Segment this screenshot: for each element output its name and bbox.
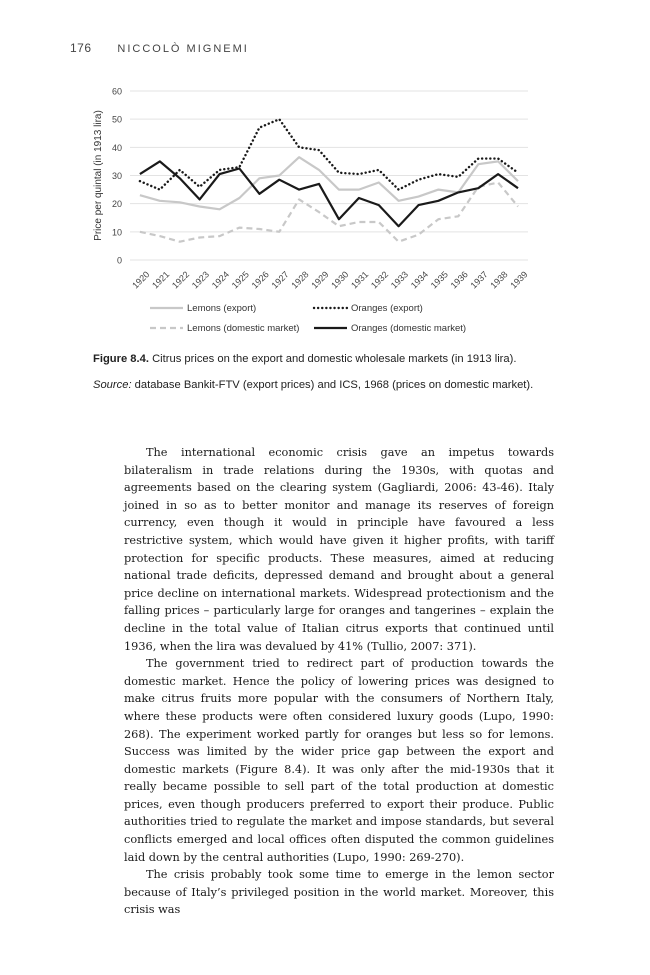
- x-tick-label: 1936: [448, 269, 470, 291]
- page-number: 176: [70, 41, 92, 55]
- x-tick-label: 1926: [249, 269, 271, 291]
- y-tick-label: 20: [111, 199, 122, 210]
- x-tick-label: 1939: [508, 269, 530, 291]
- x-tick-label: 1922: [170, 269, 192, 291]
- y-axis-label: Price per quintal (in 1913 lira): [93, 110, 104, 241]
- figure-caption-text: Citrus prices on the export and domestic wholesale markets (in 1913 lira).: [152, 353, 517, 365]
- y-tick-label: 0: [116, 255, 122, 266]
- legend-label: Oranges (domestic market): [351, 323, 467, 334]
- y-tick-label: 40: [111, 142, 122, 153]
- legend-label: Lemons (export): [187, 303, 257, 314]
- y-tick-label: 30: [111, 171, 122, 181]
- x-tick-label: 1927: [269, 269, 291, 291]
- legend-label: Oranges (export): [351, 303, 423, 314]
- x-tick-label: 1937: [468, 269, 490, 291]
- x-tick-label: 1925: [229, 269, 251, 291]
- x-tick-label: 1923: [189, 269, 212, 291]
- x-tick-label: 1928: [289, 269, 311, 291]
- y-tick-label: 50: [111, 114, 122, 125]
- source-text: database Bankit-FTV (export prices) and ICS, 1968 (prices on domestic market).: [134, 379, 534, 391]
- paragraph: The government tried to redirect part of production towards the domestic market. Hence the policy of lowering prices was designed to make citrus fruits more popular with the consumers of Northern Italy, where these products were often considered luxury goods (Lupo, 1990: 268). The experiment worked partly for oranges but less so for lemons. Success was limited by the wider price gap between the export and domestic markets (Figure 8.4). It was only after the mid-1930s that it really became possible to sell part of the total production at domestic prices, even though producers preferred to export their produce. Public authorities tried to regulate the market and impose standards, but several conflicts emerged and local offices often disputed the common guidelines laid down by the central authorities (Lupo, 1990: 269-270).: [124, 657, 554, 864]
- paragraph: The crisis probably took some time to emerge in the lemon sector because of Italy’s privileged position in the world market. Moreover, this crisis was: [124, 868, 554, 917]
- citrus-price-chart: [0, 0, 650, 345]
- x-tick-label: 1932: [369, 269, 391, 291]
- body-text: [124, 444, 554, 919]
- legend-label: Lemons (domestic market): [187, 323, 300, 334]
- x-tick-label: 1929: [309, 269, 331, 291]
- x-tick-label: 1933: [388, 269, 411, 291]
- x-tick-label: 1924: [209, 269, 232, 291]
- paragraph: The international economic crisis gave an impetus towards bilateralism in trade relations during the 1930s, with quotas and agreements based on the clearing system (Gagliardi, 2006: 43-46). Italy joined in so as to better monitor and manage its reserves of foreign currency, even though it would in principle have favoured a less restrictive system, which would have given it higher profits, with tariff protection for specific products. These measures, aimed at reducing national trade deficits, depressed demand and brought about a general price decline on international markets. Widespread protectionism and the falling prices – particularly large for oranges and tangerines – explain the decline in the total value of Italian citrus exports that continued until 1936, when the lira was devalued by 41% (Tullio, 2007: 371).: [124, 446, 554, 653]
- x-tick-label: 1935: [428, 269, 450, 291]
- series-line-oranges-domestic-market: [140, 161, 518, 226]
- x-tick-label: 1938: [488, 269, 510, 291]
- y-tick-label: 60: [111, 86, 122, 97]
- running-head-author: NICCOLÒ MIGNEMI: [117, 43, 249, 55]
- figure-label: Figure 8.4.: [93, 353, 149, 365]
- figure-caption: [93, 351, 563, 368]
- x-tick-label: 1920: [130, 269, 152, 291]
- x-tick-label: 1930: [329, 269, 351, 291]
- y-tick-label: 10: [111, 227, 122, 238]
- x-tick-label: 1921: [150, 269, 172, 291]
- source-label: Source:: [93, 379, 132, 391]
- x-tick-label: 1931: [349, 269, 371, 291]
- source-note: [93, 377, 563, 394]
- x-tick-label: 1934: [408, 269, 431, 291]
